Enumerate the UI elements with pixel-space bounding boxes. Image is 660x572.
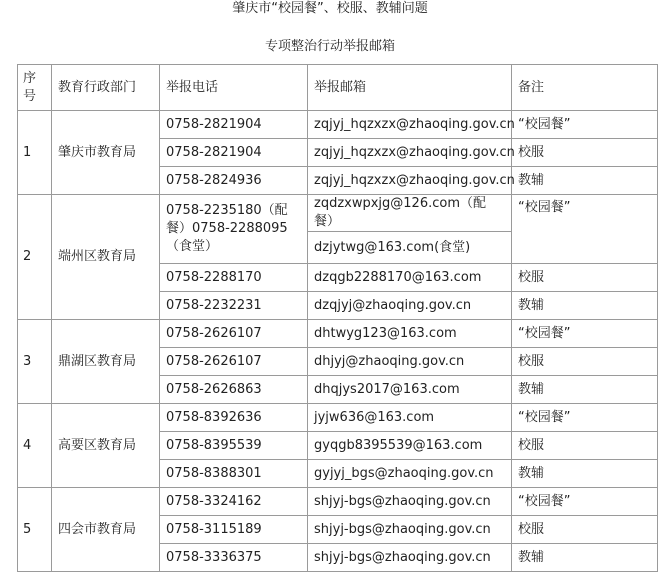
group-index: 3 [18,320,52,404]
remark-cell: 教辅 [512,460,658,488]
phone-cell: 0758-2821904 [160,139,308,167]
email-cell: gyjyj_bgs@zhaoqing.gov.cn [308,460,512,488]
remark-cell: 校服 [512,348,658,376]
remark-cell: “校园餐” [512,404,658,432]
phone-cell-merged [160,195,308,264]
group-index: 4 [18,404,52,488]
phone-cell: 0758-2626107 [160,320,308,348]
remark-cell: 教辅 [512,544,658,572]
group-index: 2 [18,195,52,320]
table-header-row [18,65,658,111]
email-cell: zqdzxwpxjg@126.com（配餐） [308,195,512,232]
header-index-line1: 序 [23,70,37,86]
group-index: 5 [18,488,52,572]
remark-cell: 校服 [512,432,658,460]
remark-cell: 教辅 [512,376,658,404]
remark-cell: “校园餐” [512,320,658,348]
document-title: 肇庆市“校园餐”、校服、教辅问题 [232,1,428,16]
email-cell: dhqjys2017@163.com [308,376,512,404]
remark-cell: “校园餐” [512,195,658,264]
phone-cell: 0758-8392636 [160,404,308,432]
email-cell: shjyj-bgs@zhaoqing.gov.cn [308,544,512,572]
phone-line: 餐）0758-2288095 [166,221,288,236]
phone-cell: 0758-2232231 [160,292,308,320]
header-phone: 举报电话 [160,65,308,111]
group-department: 四会市教育局 [52,488,160,572]
header-index [18,65,52,111]
group-department: 高要区教育局 [52,404,160,488]
remark-cell: “校园餐” [512,111,658,139]
header-department: 教育行政部门 [52,65,160,111]
phone-cell: 0758-2821904 [160,111,308,139]
phone-cell: 0758-3324162 [160,488,308,516]
table-row [18,320,658,348]
table-row [18,404,658,432]
email-cell: dzqgb2288170@163.com [308,264,512,292]
header-email: 举报邮箱 [308,65,512,111]
email-cell: zqjyj_hqzxzx@zhaoqing.gov.cn [308,139,512,167]
email-cell: dzjytwg@163.com(食堂) [308,232,512,264]
phone-cell: 0758-2288170 [160,264,308,292]
phone-cell: 0758-2824936 [160,167,308,195]
group-department: 端州区教育局 [52,195,160,320]
email-cell: dhtwyg123@163.com [308,320,512,348]
header-remark: 备注 [512,65,658,111]
email-cell: dhjyj@zhaoqing.gov.cn [308,348,512,376]
phone-line: （食堂） [166,239,219,254]
phone-cell: 0758-8395539 [160,432,308,460]
phone-cell: 0758-2626863 [160,376,308,404]
phone-cell: 0758-3336375 [160,544,308,572]
phone-cell: 0758-3115189 [160,516,308,544]
remark-cell: 校服 [512,139,658,167]
remark-cell: 校服 [512,264,658,292]
table-row [18,195,658,232]
remark-cell: 教辅 [512,167,658,195]
document-subtitle: 专项整治行动举报邮箱 [264,39,395,54]
email-cell: zqjyj_hqzxzx@zhaoqing.gov.cn [308,167,512,195]
table-row [18,488,658,516]
email-cell: dzqjyj@zhaoqing.gov.cn [308,292,512,320]
remark-cell: “校园餐” [512,488,658,516]
email-cell: shjyj-bgs@zhaoqing.gov.cn [308,516,512,544]
group-department: 鼎湖区教育局 [52,320,160,404]
phone-cell: 0758-8388301 [160,460,308,488]
header-index-line2: 号 [23,88,37,104]
phone-line: 0758-2235180（配 [166,203,288,218]
email-cell: shjyj-bgs@zhaoqing.gov.cn [308,488,512,516]
report-email-table [17,64,658,572]
remark-cell: 校服 [512,516,658,544]
email-cell: zqjyj_hqzxzx@zhaoqing.gov.cn [308,111,512,139]
table-row [18,111,658,139]
group-index: 1 [18,111,52,195]
email-cell: gyqgb8395539@163.com [308,432,512,460]
phone-cell: 0758-2626107 [160,348,308,376]
email-cell: jyjw636@163.com [308,404,512,432]
remark-cell: 教辅 [512,292,658,320]
group-department: 肇庆市教育局 [52,111,160,195]
